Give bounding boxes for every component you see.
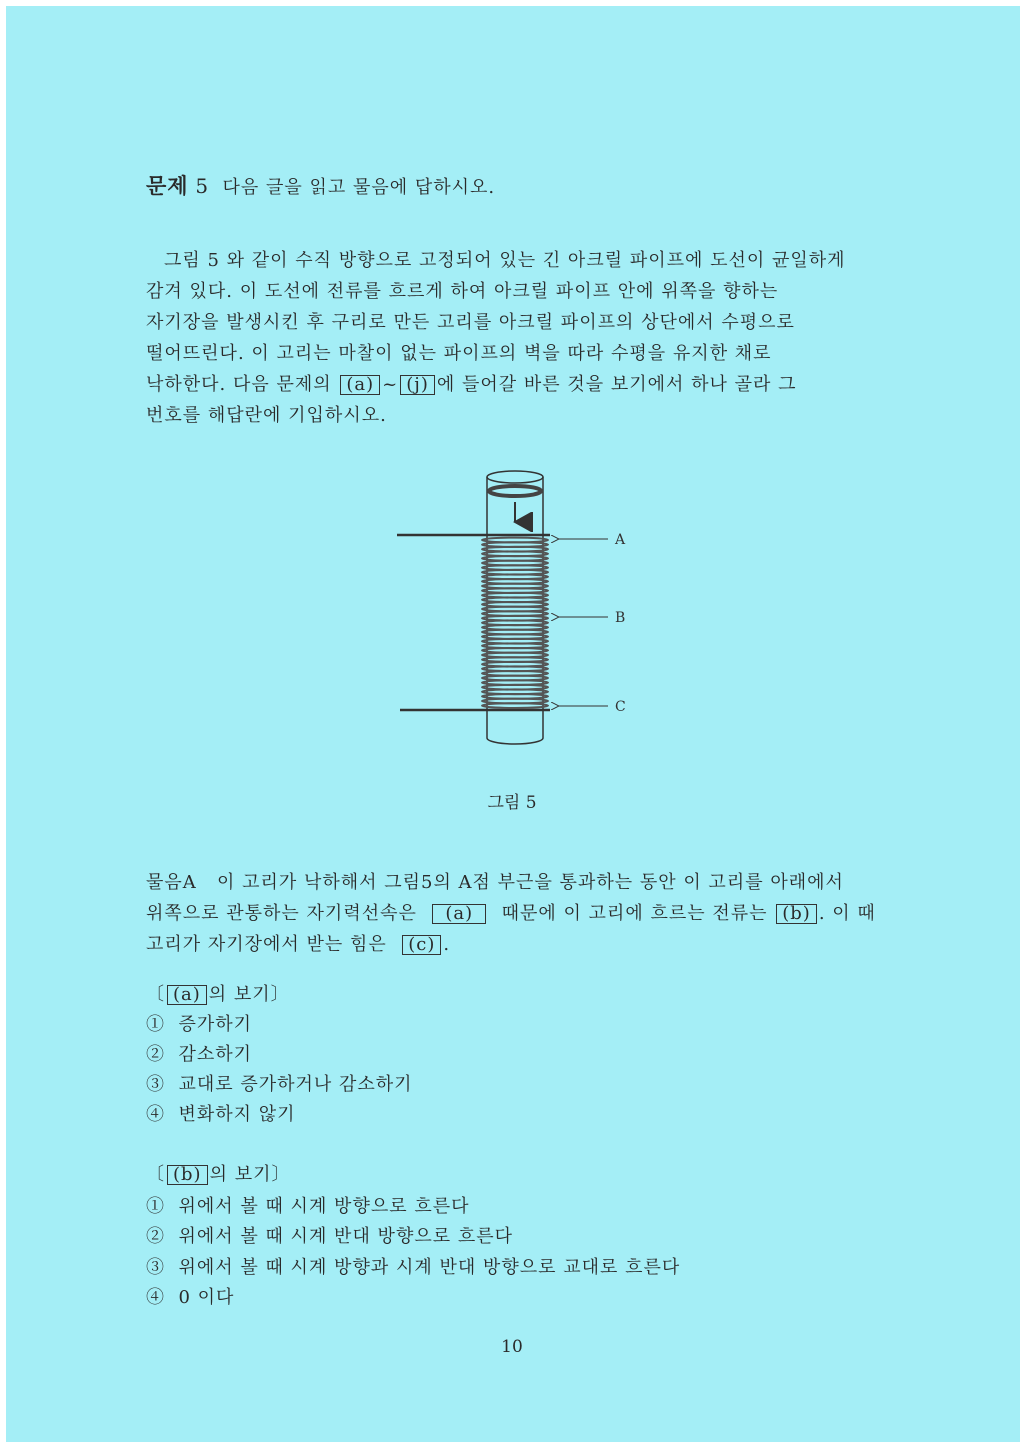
passage-line-6: 번호를 해답란에 기입하시오.: [146, 405, 387, 426]
choice-a-1: [146, 1010, 252, 1036]
passage-line-1: 그림 5 와 같이 수직 방향으로 고정되어 있는 긴 아크릴 파이프에 도선이 균일하게: [164, 250, 846, 271]
passage-line-5-pre: 낙하한다. 다음 문제의: [146, 374, 332, 395]
question-line-3: [146, 930, 450, 956]
choice-b-4: [146, 1283, 234, 1309]
passage-line-5-post: 에 들어갈 바른 것을 보기에서 하나 골라 그: [436, 374, 797, 395]
coil-winding: [482, 538, 548, 708]
choices-a-heading: [146, 980, 290, 1006]
choice-number: ④: [146, 1287, 165, 1308]
question-text-1: 이 고리가 낙하해서 그림5의 A점 부근을 통과하는 동안 이 고리를 아래에서: [216, 872, 844, 893]
figure-caption: 그림 5: [487, 793, 537, 813]
choice-text: 감소하기: [178, 1044, 253, 1065]
choice-number: ①: [146, 1196, 165, 1217]
choice-text: 위에서 볼 때 시계 방향으로 흐른다: [178, 1196, 470, 1217]
coil-turn: [482, 703, 548, 708]
choice-b-3: [146, 1253, 680, 1279]
problem-instruction: 다음 글을 읽고 물음에 답하시오.: [222, 177, 496, 198]
blank-box-j: (j): [400, 375, 435, 395]
choice-number: ③: [146, 1074, 165, 1095]
blank-box-a-2: (a): [432, 904, 486, 924]
choice-text: 위에서 볼 때 시계 반대 방향으로 흐른다: [178, 1226, 513, 1247]
choice-number: ②: [146, 1226, 165, 1247]
choice-text: 변화하지 않기: [178, 1104, 296, 1125]
choice-text: 증가하기: [178, 1014, 253, 1035]
blank-box-b: (b): [776, 904, 817, 924]
choices-a-head-text: 의 보기〕: [208, 984, 290, 1005]
point-label-c: C: [615, 699, 626, 715]
choices-b-heading: [146, 1160, 290, 1186]
point-label-a: A: [615, 532, 626, 548]
choice-text: 0 이다: [178, 1287, 235, 1308]
bracket-open: 〔: [146, 1164, 165, 1185]
question-text-2-pre: 위쪽으로 관통하는 자기력선속은: [146, 903, 417, 924]
page-number: 10: [501, 1337, 523, 1357]
question-line-1: [146, 868, 844, 894]
question-text-2-mid: 때문에 이 고리에 흐르는 전류는: [501, 903, 768, 924]
passage-line-3: 자기장을 발생시킨 후 구리로 만든 고리를 아크릴 파이프의 상단에서 수평으로: [146, 312, 795, 333]
choice-number: ③: [146, 1257, 165, 1278]
choice-b-2: [146, 1222, 513, 1248]
tilde: ~: [382, 374, 399, 395]
choice-number: ④: [146, 1104, 165, 1125]
question-text-2-post: . 이 때: [818, 903, 876, 924]
point-label-b: B: [615, 610, 626, 626]
problem-number: 5: [195, 174, 210, 198]
question-prefix: 물음A: [146, 872, 197, 893]
choice-a-4: [146, 1100, 296, 1126]
choice-number: ②: [146, 1044, 165, 1065]
choice-text: 위에서 볼 때 시계 방향과 시계 반대 방향으로 교대로 흐른다: [178, 1257, 681, 1278]
choices-b-box: (b): [167, 1165, 208, 1185]
passage-line-4: 떨어뜨린다. 이 고리는 마찰이 없는 파이프의 벽을 따라 수평을 유지한 채로: [146, 343, 772, 364]
choice-text: 교대로 증가하거나 감소하기: [178, 1074, 413, 1095]
question-line-2: [146, 899, 876, 925]
choice-a-3: [146, 1070, 413, 1096]
passage-line-2: 감겨 있다. 이 도선에 전류를 흐르게 하여 아크릴 파이프 안에 위쪽을 향하는: [146, 281, 779, 302]
blank-box-a: (a): [340, 375, 380, 395]
choice-b-1: [146, 1192, 470, 1218]
copper-ring: [489, 486, 541, 496]
problem-label: 문제: [146, 174, 189, 198]
choice-a-2: [146, 1040, 252, 1066]
choices-a-box: (a): [167, 985, 207, 1005]
choice-number: ①: [146, 1014, 165, 1035]
choices-b-head-text: 의 보기〕: [209, 1164, 291, 1185]
blank-box-c: (c): [402, 935, 441, 955]
question-text-3-pre: 고리가 자기장에서 받는 힘은: [146, 934, 387, 955]
question-text-3-post: .: [443, 934, 451, 955]
bracket-open: 〔: [146, 984, 165, 1005]
